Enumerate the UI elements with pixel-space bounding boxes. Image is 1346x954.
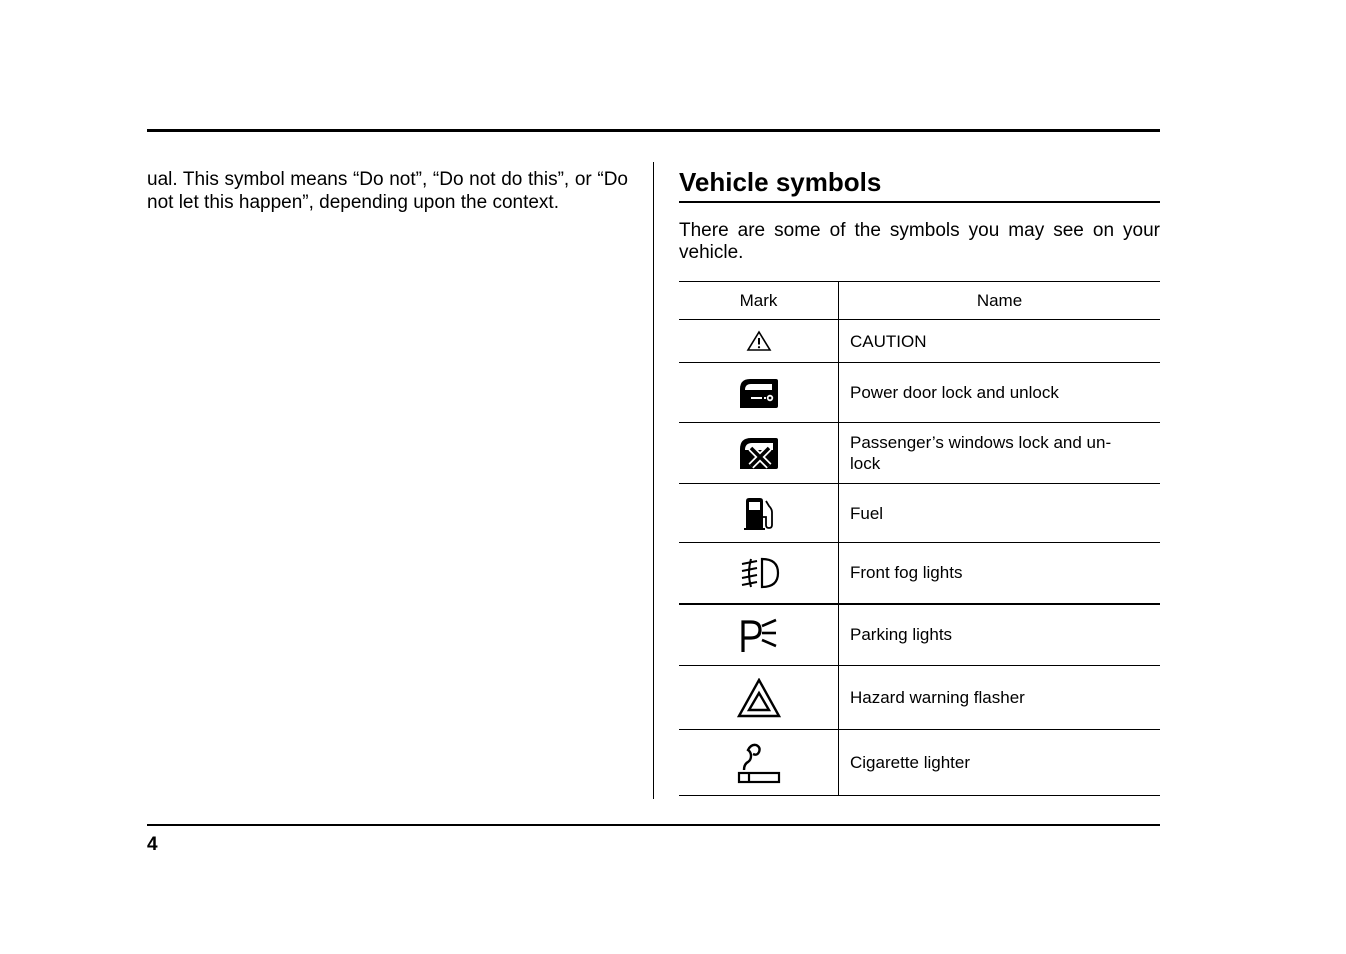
symbol-name: Power door lock and unlock: [839, 363, 1161, 423]
table-row: [679, 320, 1160, 363]
table-row: [679, 730, 1160, 796]
symbol-name: Fuel: [839, 484, 1161, 543]
table-row: [679, 423, 1160, 484]
table-row: [679, 543, 1160, 604]
page-number: 4: [147, 834, 158, 855]
symbol-name: Hazard warning flasher: [839, 666, 1161, 730]
cigarette-lighter-icon: [736, 742, 782, 784]
power-door-lock-icon: [737, 376, 781, 410]
symbol-name: Front fog lights: [839, 543, 1161, 604]
symbol-name: CAUTION: [839, 320, 1161, 363]
passenger-window-lock-icon: [737, 435, 781, 471]
parking-lights-icon: [738, 616, 780, 654]
caution-icon: [746, 330, 772, 352]
table-header-row: [679, 282, 1160, 320]
hazard-warning-icon: [737, 678, 781, 718]
vehicle-symbols-table: [679, 281, 1160, 796]
section-intro: There are some of the symbols you may see on your vehicle.: [679, 220, 1160, 263]
section-title: Vehicle symbols: [679, 167, 882, 197]
table-row: [679, 604, 1160, 666]
name-column-header: Name: [839, 282, 1161, 320]
title-rule: [679, 201, 1160, 203]
left-column-text: ual. This symbol means “Do not”, “Do not do this”, or “Do not let this happen”, depending upon the context.: [147, 169, 628, 213]
table-row: [679, 484, 1160, 543]
symbol-name: Parking lights: [839, 604, 1161, 666]
front-fog-lights-icon: [737, 555, 781, 591]
column-divider: [653, 162, 654, 799]
table-row: [679, 363, 1160, 423]
fuel-icon: [742, 495, 776, 531]
mark-column-header: Mark: [679, 282, 839, 320]
symbol-name: Passenger’s windows lock and un-lock: [839, 423, 1161, 484]
symbol-name: Cigarette lighter: [839, 730, 1161, 796]
bottom-rule: [147, 824, 1160, 826]
table-row: [679, 666, 1160, 730]
top-rule: [147, 129, 1160, 132]
